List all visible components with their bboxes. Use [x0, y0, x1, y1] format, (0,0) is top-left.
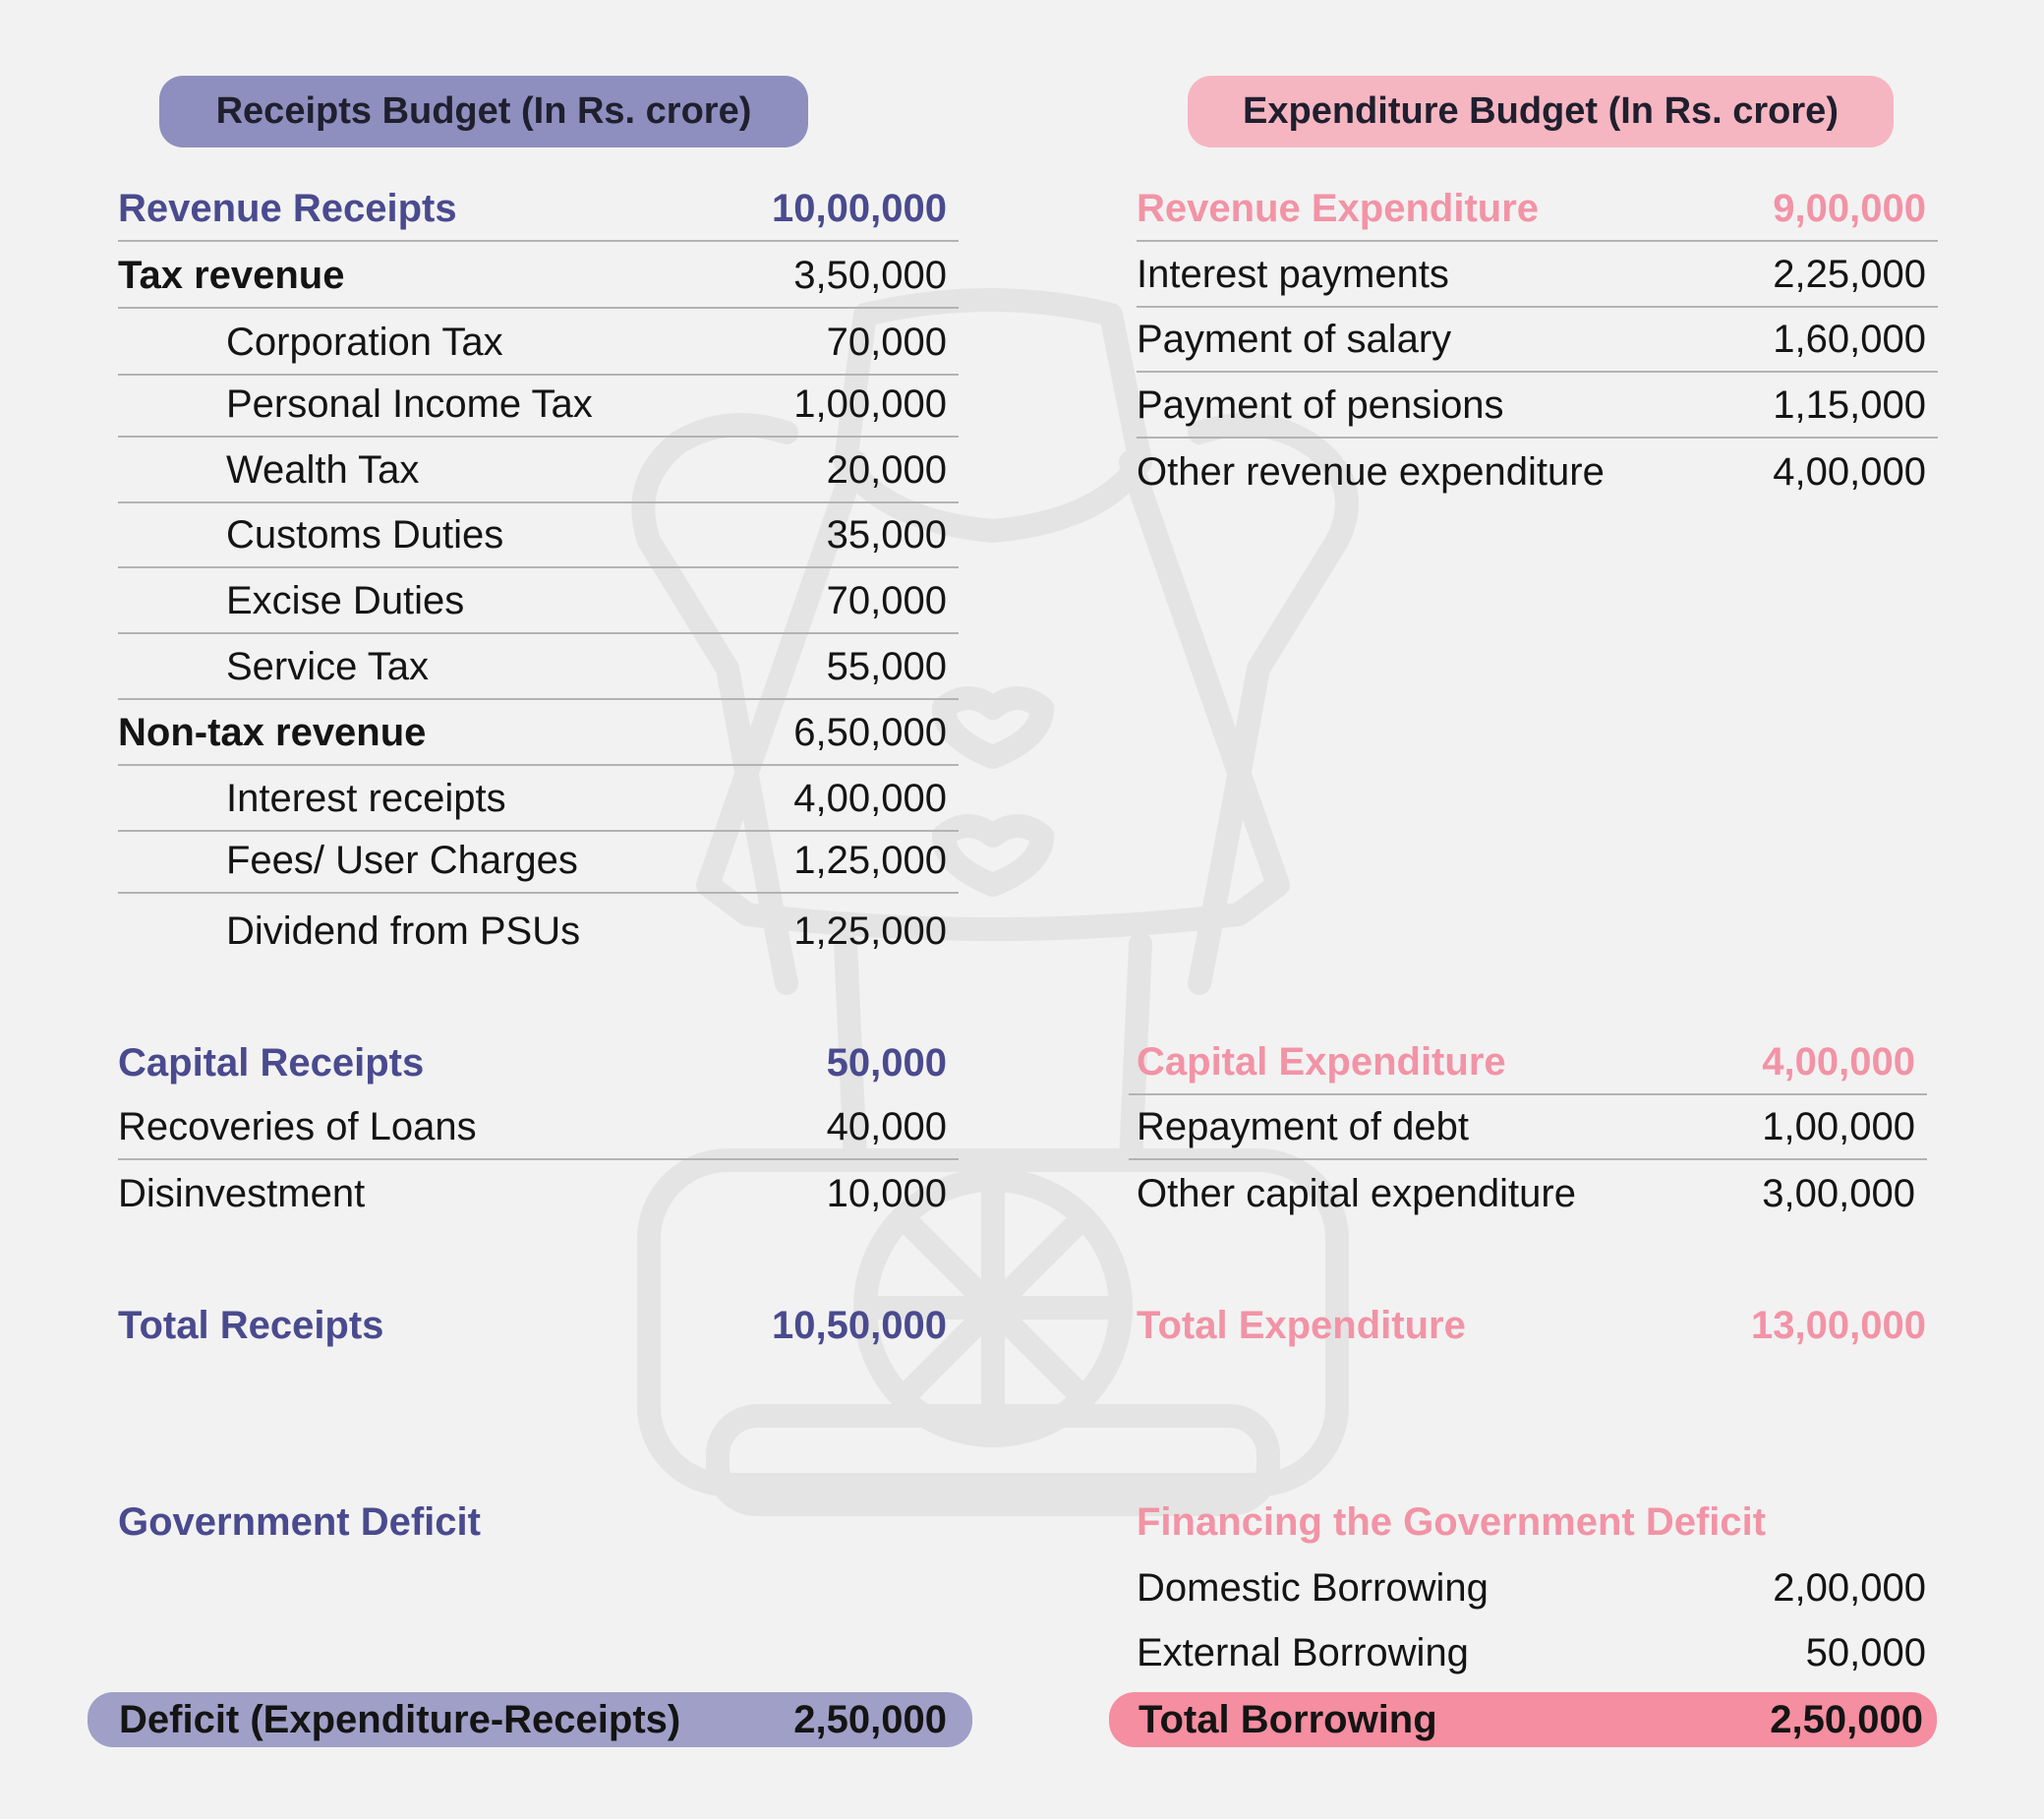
- corporation-tax-label: Corporation Tax: [226, 320, 503, 364]
- table-row: [1137, 308, 1938, 373]
- non-tax-revenue-label: Non-tax revenue: [118, 710, 427, 754]
- total-receipts-label: Total Receipts: [118, 1303, 384, 1347]
- tax-revenue-row: [118, 244, 959, 309]
- capital-expenditure-row: [1129, 1030, 1927, 1095]
- tax-revenue-label: Tax revenue: [118, 253, 345, 297]
- interest-payments-label: Interest payments: [1137, 252, 1449, 296]
- table-row: [1137, 1555, 1938, 1620]
- repayment-of-debt-label: Repayment of debt: [1137, 1104, 1469, 1148]
- revenue-receipts-label: Revenue Receipts: [118, 186, 457, 230]
- revenue-receipts-value: 10,00,000: [772, 186, 947, 230]
- table-row: [118, 829, 959, 894]
- table-row: [1137, 243, 1938, 308]
- customs-duties-label: Customs Duties: [226, 512, 504, 557]
- table-row: [118, 767, 959, 832]
- revenue-expenditure-value: 9,00,000: [1773, 186, 1926, 230]
- table-row: [118, 1095, 959, 1160]
- personal-income-tax-label: Personal Income Tax: [226, 381, 593, 426]
- dividend-from-psus-label: Dividend from PSUs: [226, 909, 581, 953]
- total-expenditure-value: 13,00,000: [1751, 1303, 1926, 1347]
- table-row: [118, 503, 959, 568]
- capital-receipts-value: 50,000: [826, 1040, 947, 1085]
- domestic-borrowing-label: Domestic Borrowing: [1137, 1565, 1489, 1610]
- expenditure-budget-title: Expenditure Budget (In Rs. crore): [1188, 76, 1894, 147]
- revenue-expenditure-label: Revenue Expenditure: [1137, 186, 1540, 230]
- external-borrowing-value: 50,000: [1805, 1630, 1926, 1674]
- repayment-of-debt-value: 1,00,000: [1762, 1104, 1915, 1148]
- other-capital-expenditure-label: Other capital expenditure: [1137, 1171, 1576, 1215]
- wealth-tax-label: Wealth Tax: [226, 447, 420, 492]
- payment-of-pensions-value: 1,15,000: [1773, 382, 1926, 427]
- non-tax-revenue-value: 6,50,000: [793, 710, 947, 754]
- disinvestment-label: Disinvestment: [118, 1171, 366, 1215]
- interest-receipts-label: Interest receipts: [226, 776, 506, 820]
- interest-payments-value: 2,25,000: [1773, 252, 1926, 296]
- revenue-expenditure-row: [1137, 177, 1938, 242]
- total-borrowing-value: 2,50,000: [1770, 1697, 1923, 1741]
- table-row: [1137, 1620, 1938, 1685]
- table-row: [1137, 440, 1938, 504]
- government-deficit-heading: Government Deficit: [118, 1499, 481, 1544]
- non-tax-revenue-row: [118, 701, 959, 766]
- deficit-value: 2,50,000: [793, 1697, 947, 1741]
- table-row: [1129, 1161, 1927, 1226]
- total-expenditure-row: [1137, 1293, 1938, 1358]
- deficit-label: Deficit (Expenditure-Receipts): [119, 1697, 681, 1741]
- financing-heading-row: [1137, 1490, 1938, 1555]
- revenue-receipts-row: [118, 177, 959, 242]
- recoveries-of-loans-value: 40,000: [826, 1104, 947, 1148]
- disinvestment-value: 10,000: [826, 1171, 947, 1215]
- table-row: [1137, 374, 1938, 439]
- other-revenue-expenditure-value: 4,00,000: [1773, 449, 1926, 494]
- interest-receipts-value: 4,00,000: [793, 776, 947, 820]
- table-row: [118, 439, 959, 503]
- payment-of-pensions-label: Payment of pensions: [1137, 382, 1504, 427]
- table-row: [1129, 1095, 1927, 1160]
- capital-receipts-label: Capital Receipts: [118, 1040, 425, 1085]
- government-deficit-heading-row: [118, 1490, 959, 1555]
- payment-of-salary-value: 1,60,000: [1773, 317, 1926, 361]
- table-row: [118, 569, 959, 634]
- service-tax-value: 55,000: [826, 644, 947, 688]
- total-receipts-value: 10,50,000: [772, 1303, 947, 1347]
- fees-user-charges-label: Fees/ User Charges: [226, 838, 578, 882]
- table-row: [118, 635, 959, 700]
- total-borrowing-bar: [1109, 1692, 1937, 1747]
- dividend-from-psus-value: 1,25,000: [793, 909, 947, 953]
- tax-revenue-value: 3,50,000: [793, 253, 947, 297]
- payment-of-salary-label: Payment of salary: [1137, 317, 1452, 361]
- capital-expenditure-label: Capital Expenditure: [1137, 1039, 1506, 1084]
- fees-user-charges-value: 1,25,000: [793, 838, 947, 882]
- wealth-tax-value: 20,000: [826, 447, 947, 492]
- table-row: [118, 311, 959, 376]
- capital-receipts-row: [118, 1030, 959, 1095]
- table-row: [118, 373, 959, 438]
- excise-duties-value: 70,000: [826, 578, 947, 622]
- customs-duties-value: 35,000: [826, 512, 947, 557]
- total-receipts-row: [118, 1293, 959, 1358]
- total-expenditure-label: Total Expenditure: [1137, 1303, 1466, 1347]
- deficit-bar: [88, 1692, 972, 1747]
- corporation-tax-value: 70,000: [826, 320, 947, 364]
- capital-expenditure-value: 4,00,000: [1762, 1039, 1915, 1084]
- external-borrowing-label: External Borrowing: [1137, 1630, 1469, 1674]
- domestic-borrowing-value: 2,00,000: [1773, 1565, 1926, 1610]
- financing-heading: Financing the Government Deficit: [1137, 1499, 1767, 1544]
- total-borrowing-label: Total Borrowing: [1139, 1697, 1437, 1741]
- recoveries-of-loans-label: Recoveries of Loans: [118, 1104, 477, 1148]
- table-row: [118, 899, 959, 964]
- personal-income-tax-value: 1,00,000: [793, 381, 947, 426]
- excise-duties-label: Excise Duties: [226, 578, 465, 622]
- table-row: [118, 1161, 959, 1226]
- service-tax-label: Service Tax: [226, 644, 430, 688]
- receipts-budget-title: Receipts Budget (In Rs. crore): [159, 76, 808, 147]
- other-revenue-expenditure-label: Other revenue expenditure: [1137, 449, 1605, 494]
- other-capital-expenditure-value: 3,00,000: [1762, 1171, 1915, 1215]
